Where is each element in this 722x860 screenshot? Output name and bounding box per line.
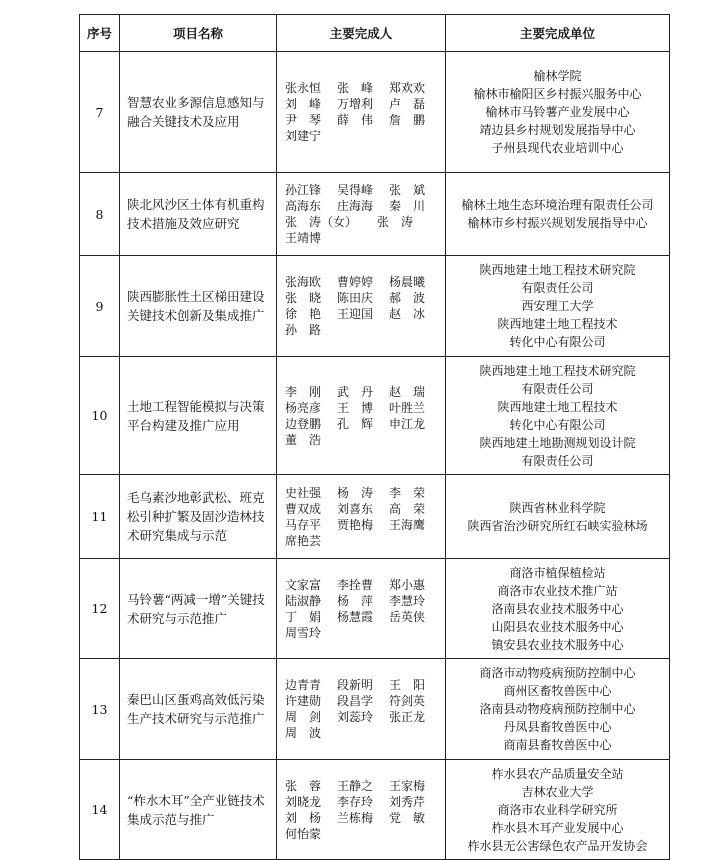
person-name: 刘 杨 — [285, 810, 322, 825]
person-name: 张永恒 — [285, 81, 322, 95]
person-name: 孔 辉 — [337, 416, 374, 431]
unit-line: 柞水县农产品质量安全站 — [491, 766, 624, 781]
people-line — [285, 577, 441, 593]
person-name: 曹双成 — [285, 501, 322, 516]
unit-line: 西安理工大学 — [521, 299, 594, 313]
unit-line: 陕西地建土地工程技术 — [497, 399, 618, 414]
main-people — [277, 173, 446, 256]
person-name: 文家富 — [285, 577, 322, 592]
person-name: 杨晨曦 — [389, 275, 426, 289]
people-line — [285, 533, 441, 549]
unit-line: 洛南县农业技术服务中心 — [491, 601, 624, 616]
person-name: 王 阳 — [389, 678, 426, 692]
person-name: 王静之 — [337, 778, 374, 793]
people-line — [285, 384, 441, 400]
people-line — [285, 593, 441, 609]
unit-line: 有限责任公司 — [521, 453, 594, 468]
person-name: 张 涛（女） — [285, 215, 358, 229]
unit-line: 子州县现代农业培训中心 — [491, 141, 624, 155]
people-line — [285, 725, 441, 741]
person-name: 王 博 — [337, 400, 374, 415]
people-line — [285, 198, 441, 214]
person-name: 刘蕊玲 — [337, 710, 374, 724]
people-line — [285, 501, 441, 517]
people-line — [285, 182, 441, 198]
main-units — [446, 256, 670, 357]
people-line — [285, 96, 441, 112]
unit-line: 陕西地建土地工程技术 — [497, 317, 618, 331]
unit-line: 陕西地建土地勘测规划设计院 — [479, 435, 636, 450]
project-name: 马铃薯“两减一增”关键技术研究与示范推广 — [120, 559, 277, 659]
row-number: 7 — [80, 52, 120, 173]
table-row — [80, 52, 670, 173]
people-line — [285, 230, 441, 246]
person-name: 刘喜东 — [337, 501, 374, 516]
row-number: 10 — [80, 357, 120, 475]
project-name: “柞水木耳”全产业链技术集成示范与推广 — [120, 760, 277, 860]
unit-line: 商洛市农业科学研究所 — [497, 802, 618, 817]
main-units — [446, 559, 670, 659]
header-main-units: 主要完成单位 — [446, 15, 670, 52]
people-line — [285, 416, 441, 432]
people-line — [285, 625, 441, 641]
award-table — [79, 14, 670, 860]
table-row — [80, 357, 670, 475]
person-name: 杨亮彦 — [285, 400, 322, 415]
person-name: 张海欧 — [285, 275, 322, 289]
unit-line: 山阳县农业技术服务中心 — [491, 619, 624, 634]
unit-line: 榆林市乡村振兴规划发展指导中心 — [467, 216, 648, 230]
people-line — [285, 485, 441, 501]
person-name: 李慧玲 — [389, 593, 426, 608]
person-name: 张 蓉 — [285, 778, 322, 793]
person-name: 庄海海 — [337, 199, 374, 213]
people-line — [285, 322, 441, 338]
project-name: 智慧农业多源信息感知与融合关键技术及应用 — [120, 52, 277, 173]
people-line — [285, 677, 441, 693]
people-line — [285, 826, 441, 842]
main-units — [446, 659, 670, 760]
person-name: 郝 波 — [389, 291, 426, 305]
person-name: 李拴曹 — [337, 577, 374, 592]
row-number: 14 — [80, 760, 120, 860]
person-name: 党 敏 — [389, 810, 426, 825]
row-number: 12 — [80, 559, 120, 659]
person-name: 马存平 — [285, 517, 322, 532]
person-name: 郑欢欢 — [389, 81, 426, 95]
main-people — [277, 760, 446, 860]
main-units — [446, 173, 670, 256]
person-name: 高 荣 — [389, 501, 426, 516]
people-line — [285, 609, 441, 625]
people-line — [285, 810, 441, 826]
unit-line: 商洛市动物疫病预防控制中心 — [479, 666, 636, 680]
person-name: 曹婷婷 — [337, 275, 374, 289]
table-header-row — [80, 15, 670, 52]
people-line — [285, 274, 441, 290]
people-line — [285, 778, 441, 794]
unit-line: 榆林土地生态环境治理有限责任公司 — [461, 198, 654, 212]
person-name: 卢 磊 — [389, 97, 426, 111]
person-name: 边青青 — [285, 678, 322, 692]
main-units — [446, 52, 670, 173]
table-body — [80, 52, 670, 860]
person-name: 詹 鹏 — [389, 113, 426, 127]
people-line — [285, 432, 441, 448]
project-name: 陕北风沙区土体有机重构技术措施及效应研究 — [120, 173, 277, 256]
row-number: 9 — [80, 256, 120, 357]
main-people — [277, 256, 446, 357]
unit-line: 榆林学院 — [533, 69, 582, 83]
person-name: 许建勋 — [285, 694, 322, 708]
main-units — [446, 475, 670, 559]
person-name: 武 丹 — [337, 384, 374, 399]
person-name: 张正龙 — [389, 710, 426, 724]
main-units — [446, 760, 670, 860]
main-people — [277, 52, 446, 173]
unit-line: 商南县畜牧兽医中心 — [503, 738, 612, 752]
table-row — [80, 760, 670, 860]
main-people — [277, 659, 446, 760]
person-name: 杨慧霞 — [337, 609, 374, 624]
person-name: 贾艳梅 — [337, 517, 374, 532]
unit-line: 转化中心有限公司 — [509, 335, 606, 349]
header-main-people: 主要完成人 — [277, 15, 446, 52]
person-name: 王迎国 — [337, 307, 374, 321]
project-name: 毛乌素沙地彰武松、班克松引种扩繁及固沙造林技术研究集成与示范 — [120, 475, 277, 559]
person-name: 丁 娟 — [285, 609, 322, 624]
unit-line: 吉林农业大学 — [521, 784, 594, 799]
person-name: 李存玲 — [337, 794, 374, 809]
header-project-name: 项目名称 — [120, 15, 277, 52]
person-name: 秦 川 — [389, 199, 426, 213]
people-line — [285, 290, 441, 306]
people-line — [285, 306, 441, 322]
unit-line: 陕西地建土地工程技术研究院 — [479, 363, 636, 378]
person-name: 王家梅 — [389, 778, 426, 793]
person-name: 段新明 — [337, 678, 374, 692]
people-line — [285, 112, 441, 128]
person-name: 刘建宁 — [285, 129, 322, 143]
person-name: 刘 峰 — [285, 97, 322, 111]
table-row — [80, 559, 670, 659]
person-name: 周 剑 — [285, 710, 322, 724]
person-name: 徐 艳 — [285, 307, 322, 321]
row-number: 13 — [80, 659, 120, 760]
unit-line: 有限责任公司 — [521, 281, 594, 295]
unit-line: 转化中心有限公司 — [509, 417, 606, 432]
unit-line: 柞水县无公害绿色农产品开发协会 — [467, 838, 648, 853]
people-line — [285, 128, 441, 144]
person-name: 尹 琴 — [285, 113, 322, 127]
person-name: 陈田庆 — [337, 291, 374, 305]
unit-line: 商洛市农业技术推广站 — [497, 583, 618, 598]
header-no: 序号 — [80, 15, 120, 52]
main-people — [277, 475, 446, 559]
person-name: 席艳芸 — [285, 533, 322, 548]
person-name: 王靖博 — [285, 231, 322, 245]
main-units — [446, 357, 670, 475]
project-name: 土地工程智能模拟与决策平台构建及推广应用 — [120, 357, 277, 475]
person-name: 李 荣 — [389, 485, 426, 500]
person-name: 王海鹰 — [389, 517, 426, 532]
person-name: 张 晓 — [285, 291, 322, 305]
person-name: 史社强 — [285, 485, 322, 500]
person-name: 赵 冰 — [389, 307, 426, 321]
table-row — [80, 173, 670, 256]
people-line — [285, 80, 441, 96]
person-name: 陆淑静 — [285, 593, 322, 608]
people-line — [285, 517, 441, 533]
person-name: 周雪玲 — [285, 625, 322, 640]
people-line — [285, 400, 441, 416]
unit-line: 陕西地建土地工程技术研究院 — [479, 263, 636, 277]
person-name: 赵 瑞 — [389, 384, 426, 399]
row-number: 11 — [80, 475, 120, 559]
unit-line: 陕西省治沙研究所红石峡实验林场 — [467, 518, 648, 533]
unit-line: 商洛市植保植检站 — [509, 565, 606, 580]
person-name: 刘秀芹 — [389, 794, 426, 809]
main-people — [277, 559, 446, 659]
people-line — [285, 709, 441, 725]
unit-line: 陕西省林业科学院 — [509, 500, 606, 515]
person-name: 岳英侠 — [389, 609, 426, 624]
person-name: 申江龙 — [389, 416, 426, 431]
person-name: 符剑英 — [389, 694, 426, 708]
unit-line: 靖边县乡村规划发展指导中心 — [479, 123, 636, 137]
person-name: 刘晓龙 — [285, 794, 322, 809]
people-line — [285, 693, 441, 709]
person-name: 边登鹏 — [285, 416, 322, 431]
person-name: 张 涛 — [377, 215, 414, 229]
main-people — [277, 357, 446, 475]
table-row — [80, 475, 670, 559]
table-row — [80, 659, 670, 760]
person-name: 张 斌 — [389, 183, 426, 197]
person-name: 兰栋梅 — [337, 810, 374, 825]
unit-line: 洛南县动物疫病预防控制中心 — [479, 702, 636, 716]
person-name: 张 峰 — [337, 81, 374, 95]
row-number: 8 — [80, 173, 120, 256]
unit-line: 榆林市马铃薯产业发展中心 — [485, 105, 630, 119]
person-name: 段昌学 — [337, 694, 374, 708]
project-name: 秦巴山区蛋鸡高效低污染生产技术研究与示范推广 — [120, 659, 277, 760]
person-name: 何怡蒙 — [285, 826, 322, 841]
unit-line: 柞水县木耳产业发展中心 — [491, 820, 624, 835]
people-line — [285, 214, 441, 230]
person-name: 李 刚 — [285, 384, 322, 399]
person-name: 万增利 — [337, 97, 374, 111]
person-name: 杨 萍 — [337, 593, 374, 608]
person-name: 周 波 — [285, 726, 322, 740]
unit-line: 榆林市榆阳区乡村振兴服务中心 — [473, 87, 642, 101]
unit-line: 有限责任公司 — [521, 381, 594, 396]
person-name: 薛 伟 — [337, 113, 374, 127]
table-row — [80, 256, 670, 357]
unit-line: 镇安县农业技术服务中心 — [491, 637, 624, 652]
person-name: 杨 涛 — [337, 485, 374, 500]
person-name: 吴得峰 — [337, 183, 374, 197]
person-name: 高海东 — [285, 199, 322, 213]
unit-line: 丹凤县畜牧兽医中心 — [503, 720, 612, 734]
person-name: 孙 路 — [285, 323, 322, 337]
project-name: 陕西膨胀性土区梯田建设关键技术创新及集成推广 — [120, 256, 277, 357]
unit-line: 商州区畜牧兽医中心 — [503, 684, 612, 698]
person-name: 叶胜兰 — [389, 400, 426, 415]
people-line — [285, 794, 441, 810]
person-name: 孙江锋 — [285, 183, 322, 197]
person-name: 董 浩 — [285, 432, 322, 447]
person-name: 郑小惠 — [389, 577, 426, 592]
